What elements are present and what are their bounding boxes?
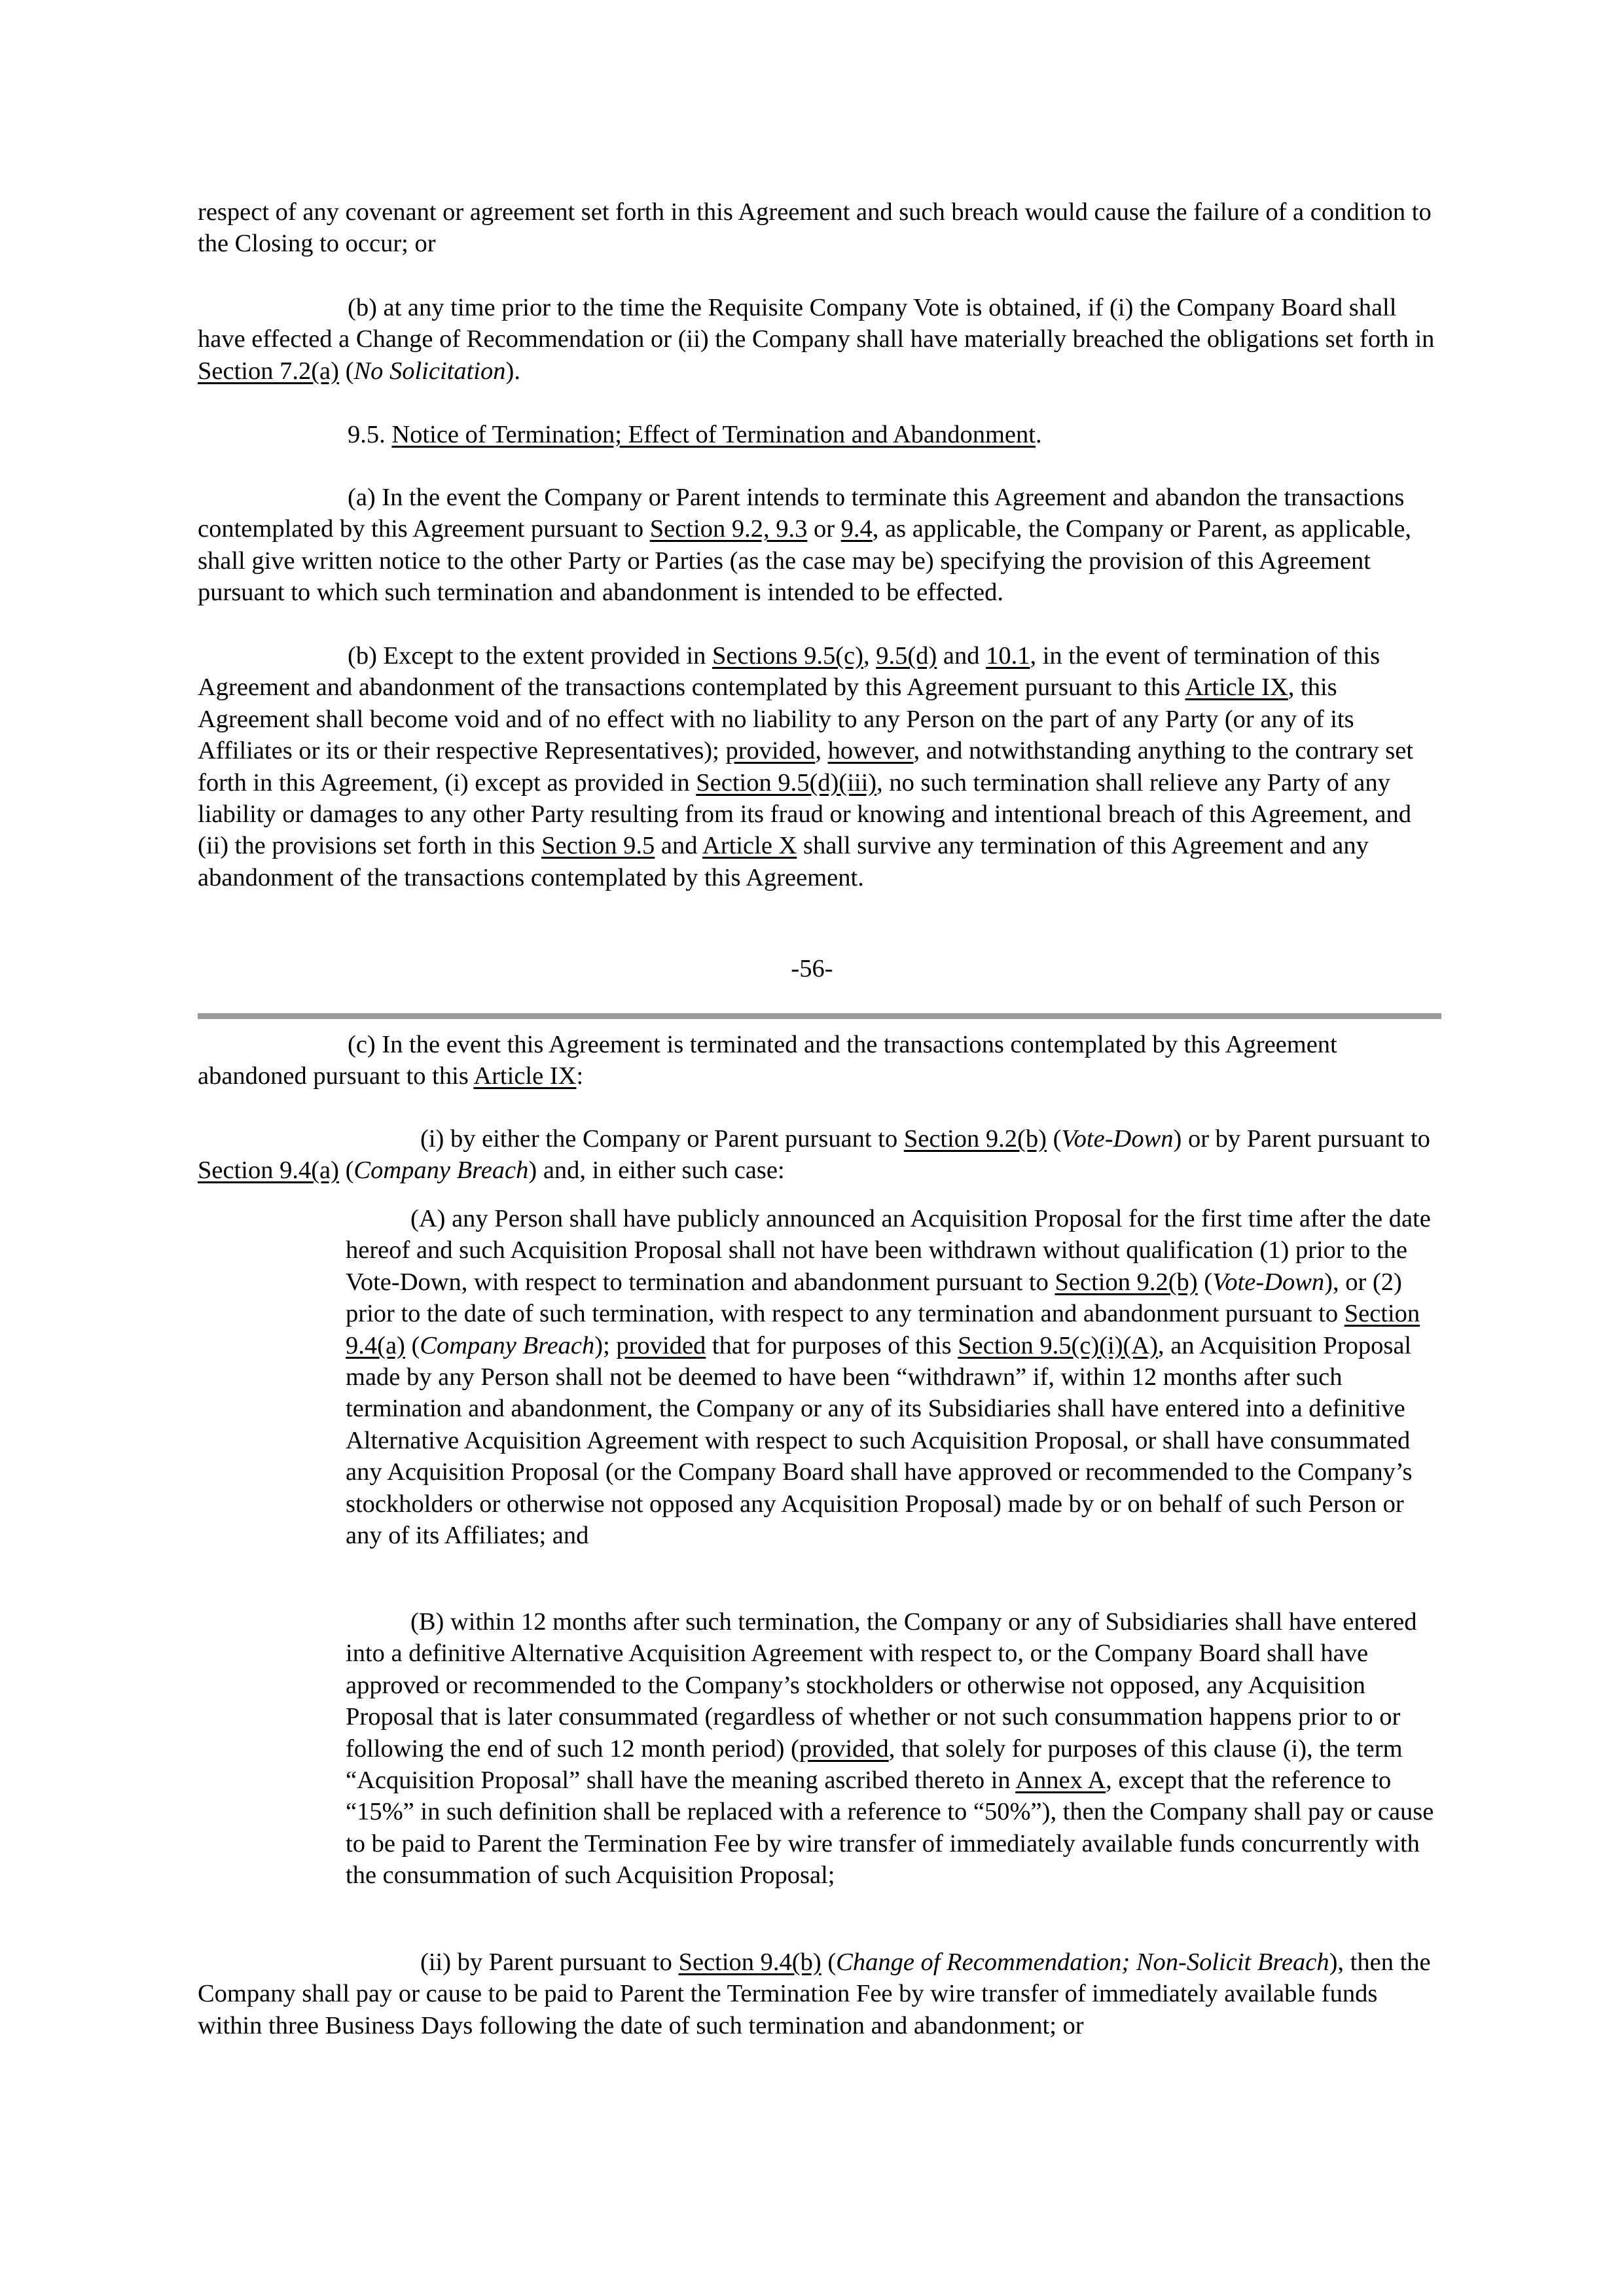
- section-number: 9.5.: [348, 421, 392, 448]
- paragraph-9-5-c-i-A: [346, 1203, 1437, 1551]
- section-link[interactable]: Section 9.4(a): [198, 1157, 339, 1185]
- section-link[interactable]: Section 9.5: [541, 832, 655, 860]
- underlined-term: provided: [725, 737, 816, 765]
- text: ), then the Company shall pay or cause to be paid to Parent the Termination Fee by wire transfer of immediately available funds within three Business Days following the date of such termination and abandonment; or: [198, 1948, 1431, 2039]
- text: and: [937, 642, 986, 670]
- text: .: [1035, 421, 1042, 448]
- text: :: [576, 1062, 584, 1090]
- text: , that solely for purposes of this clause (i), the term “Acquisition Proposal” shall have the meaning ascribed thereto in: [346, 1734, 1403, 1795]
- text: );: [594, 1331, 617, 1359]
- section-9-5-heading: [198, 419, 1437, 450]
- section-link[interactable]: Section 9.2(b): [1055, 1268, 1198, 1296]
- italic-text: Company Breach: [420, 1331, 595, 1359]
- section-link[interactable]: Article IX: [473, 1062, 577, 1090]
- italic-text: Change of Recommendation; Non-Solicit Breach: [836, 1948, 1329, 1976]
- text: , and notwithstanding anything to the contrary set forth in this Agreement, (i) except as provided in: [198, 737, 1414, 797]
- section-title: Notice of Termination; Effect of Termination and Abandonment: [391, 421, 1036, 448]
- text: and: [655, 832, 703, 860]
- italic-text: No Solicitation: [353, 357, 506, 385]
- text: (c) In the event this Agreement is terminated and the transactions contemplated by this Agreement abandoned pursuant to this: [198, 1031, 1337, 1090]
- text: shall survive any termination of this Agreement and any abandonment of the transactions contemplated by this Agreement.: [198, 832, 1369, 891]
- section-link[interactable]: Sections 9.5(c): [712, 642, 863, 670]
- text: ,: [815, 737, 828, 765]
- section-link[interactable]: Section 9.4(a): [346, 1300, 1420, 1359]
- text: (: [405, 1331, 420, 1359]
- text: (: [338, 357, 354, 385]
- text: or: [807, 515, 841, 543]
- text: ) or by Parent pursuant to: [1173, 1125, 1430, 1153]
- underlined-term: however: [827, 737, 914, 765]
- section-link[interactable]: Section 9.5(d)(iii): [696, 768, 877, 797]
- paragraph-9-5-b: [198, 640, 1437, 893]
- paragraph-9-5-c-i: [198, 1123, 1437, 1187]
- page-number: -56-: [791, 955, 833, 982]
- text: ) and, in either such case:: [528, 1157, 785, 1185]
- text: that for purposes of this: [706, 1331, 958, 1359]
- text: (ii) by Parent pursuant to: [420, 1948, 679, 1976]
- section-link[interactable]: Section 9.2(b): [903, 1125, 1047, 1153]
- section-link[interactable]: Article IX: [1185, 673, 1288, 702]
- text: , in the event of termination of this Agreement and abandonment of the transactions contemplated by this Agreement pursuant to this: [198, 642, 1380, 702]
- section-link[interactable]: 9.4: [840, 515, 873, 543]
- text: (: [821, 1948, 837, 1976]
- text: ,: [863, 642, 876, 670]
- paragraph-9-4-b: [198, 292, 1437, 387]
- italic-text: Vote-Down: [1212, 1268, 1325, 1296]
- paragraph-continuation: respect of any covenant or agreement set forth in this Agreement and such breach would cause the failure of a condition to the Closing to occur; or: [198, 198, 1432, 258]
- text: (i) by either the Company or Parent pursuant to: [420, 1125, 904, 1153]
- page-separator: [198, 1013, 1441, 1019]
- text: , an Acquisition Proposal made by any Person shall not be deemed to have been “withdrawn” if, within 12 months after such termination and abandonment, the Company or any of its Subsidiaries shall have entered into a definitive Alternative Acquisition Agreement with respect to such Acquisition Proposal, or shall have consummated any Acquisition Proposal (or the Company Board shall have approved or recommended to the Company’s stockholders or otherwise not opposed any Acquisition Proposal) made by or on behalf of such Person or any of its Affiliates; and: [346, 1331, 1413, 1550]
- text: ), or (2) prior to the date of such termination, with respect to any termination and abandonment pursuant to: [346, 1268, 1402, 1328]
- underlined-term: provided: [799, 1734, 889, 1763]
- paragraph-9-5-c-i-B: [346, 1606, 1437, 1892]
- section-link[interactable]: Section 9.5(c)(i)(A): [958, 1331, 1158, 1359]
- section-link[interactable]: Section 9.4(b): [678, 1948, 821, 1976]
- text: (: [1046, 1125, 1062, 1153]
- text: , except that the reference to “15%” in such definition shall be replaced with a reference to “50%”), then the Company shall pay or cause to be paid to Parent the Termination Fee by wire transfer of immediately available funds concurrently with the consummation of such Acquisition Proposal;: [346, 1767, 1434, 1890]
- underlined-term: provided: [616, 1331, 706, 1359]
- text: , this Agreement shall become void and of no effect with no liability to any Person on the part of any Party (or any of its Affiliates or its or their respective Representatives);: [198, 673, 1354, 765]
- paragraph-9-5-a: [198, 482, 1437, 609]
- text: (B) within 12 months after such termination, the Company or any of Subsidiaries shall have entered into a definitive Alternative Acquisition Agreement with respect to, or the Company Board shall have approved or recommended to the Company’s stockholders or otherwise not opposed, any Acquisition Proposal that is later consummated (regardless of whether or not such consummation happens prior to or following the end of such 12 month period) (: [346, 1608, 1417, 1763]
- section-link[interactable]: Section 7.2(a): [198, 357, 339, 385]
- italic-text: Company Breach: [353, 1157, 529, 1185]
- text: , as applicable, the Company or Parent, as applicable, shall give written notice to the other Party or Parties (as the case may be) specifying the provision of this Agreement pursuant to which such termination and abandonment is intended to be effected.: [198, 515, 1411, 607]
- text: (a) In the event the Company or Parent intends to terminate this Agreement and abandon the transactions contemplated by this Agreement pursuant to: [198, 484, 1405, 543]
- text: (: [338, 1157, 354, 1185]
- paragraph-9-5-c: [198, 1029, 1437, 1092]
- text: ).: [505, 357, 520, 385]
- text: (A) any Person shall have publicly announced an Acquisition Proposal for the first time after the date hereof and such Acquisition Proposal shall not have been withdrawn without qualification (1) prior to the Vote-Down, with respect to termination and abandonment pursuant to: [346, 1205, 1431, 1296]
- paragraph-9-5-c-ii: [198, 1946, 1437, 2041]
- italic-text: Vote-Down: [1061, 1125, 1174, 1153]
- section-link[interactable]: 9.5(d): [876, 642, 937, 670]
- annex-link[interactable]: Annex A: [1015, 1767, 1106, 1795]
- text: (b) at any time prior to the time the Requisite Company Vote is obtained, if (i) the Company Board shall have effected a Change of Recommendation or (ii) the Company shall have materially breached the obligations set forth in: [198, 294, 1435, 353]
- section-link[interactable]: 10.1: [986, 642, 1030, 670]
- text: , no such termination shall relieve any Party of any liability or damages to any other Party resulting from its fraud or knowing and intentional breach of this Agreement, and (ii) the provisions set forth in this: [198, 768, 1411, 860]
- text: (b) Except to the extent provided in: [348, 642, 713, 670]
- section-link[interactable]: Article X: [702, 832, 797, 860]
- text: (: [1197, 1268, 1213, 1296]
- section-link[interactable]: Section 9.2, 9.3: [649, 515, 808, 543]
